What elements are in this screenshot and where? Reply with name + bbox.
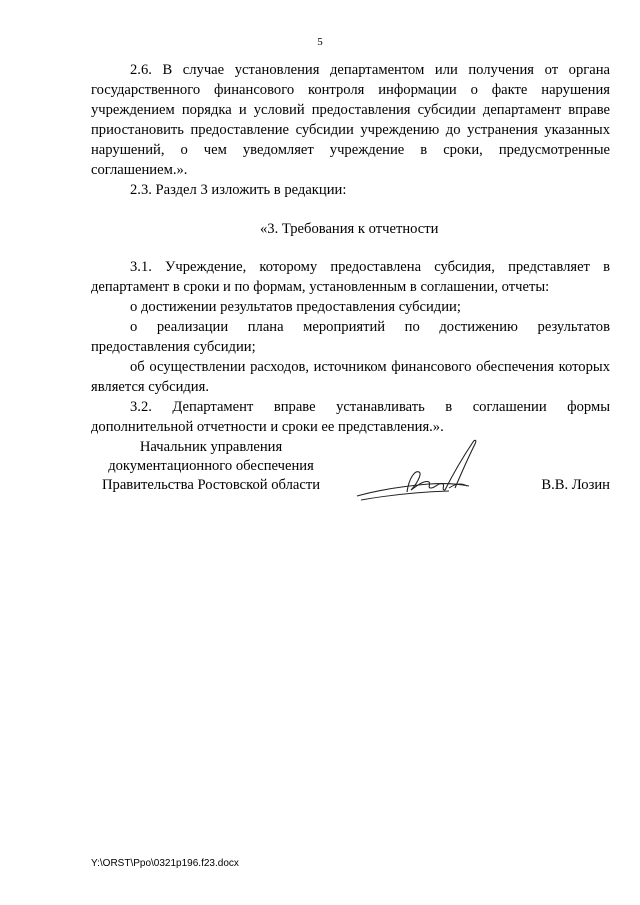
signatory-title-line: Начальник управления (139, 439, 283, 455)
page-number: 5 (317, 36, 323, 48)
signatory-title-line: Правительства Ростовской области (101, 477, 321, 493)
document-body (91, 60, 610, 437)
section-heading: «3. Требования к отчетности (260, 221, 439, 237)
signature-block (91, 438, 610, 518)
handwritten-signature (349, 434, 509, 514)
list-item-expenses: об осуществлении расходов, источником финансового обеспечения которых является субсидия. (91, 359, 610, 395)
file-path-footer: Y:\ORST\Ppo\0321p196.f23.docx (91, 858, 239, 869)
paragraph-3-1: 3.1. Учреждение, которому предоставлена субсидия, представляет в департамент в сроки и по формам, установленным в соглашении, отчеты: (91, 259, 610, 295)
paragraph-3-2: 3.2. Департамент вправе устанавливать в соглашении формы дополнительной отчетности и сроки ее представления.». (91, 399, 610, 435)
signatory-title-line: документационного обеспечения (108, 458, 314, 474)
list-item-plan: о реализации плана мероприятий по достижению результатов предоставления субсидии; (91, 319, 610, 355)
list-item-results: о достижении результатов предоставления субсидии; (130, 299, 461, 315)
signatory-title (91, 438, 331, 495)
paragraph-2-6: 2.6. В случае установления департаментом или получения от органа государственного финансового контроля информации о факте нарушения учреждением порядка и условий предоставления субсидии департамент вправе приостановить предоставление субсидии учреждению до устранения указанных нарушений, о чем уведомляет учреждение в сроки, предусмотренные соглашением.». (91, 62, 610, 178)
paragraph-2-3: 2.3. Раздел 3 изложить в редакции: (130, 182, 347, 198)
signatory-name: В.В. Лозин (541, 477, 610, 493)
